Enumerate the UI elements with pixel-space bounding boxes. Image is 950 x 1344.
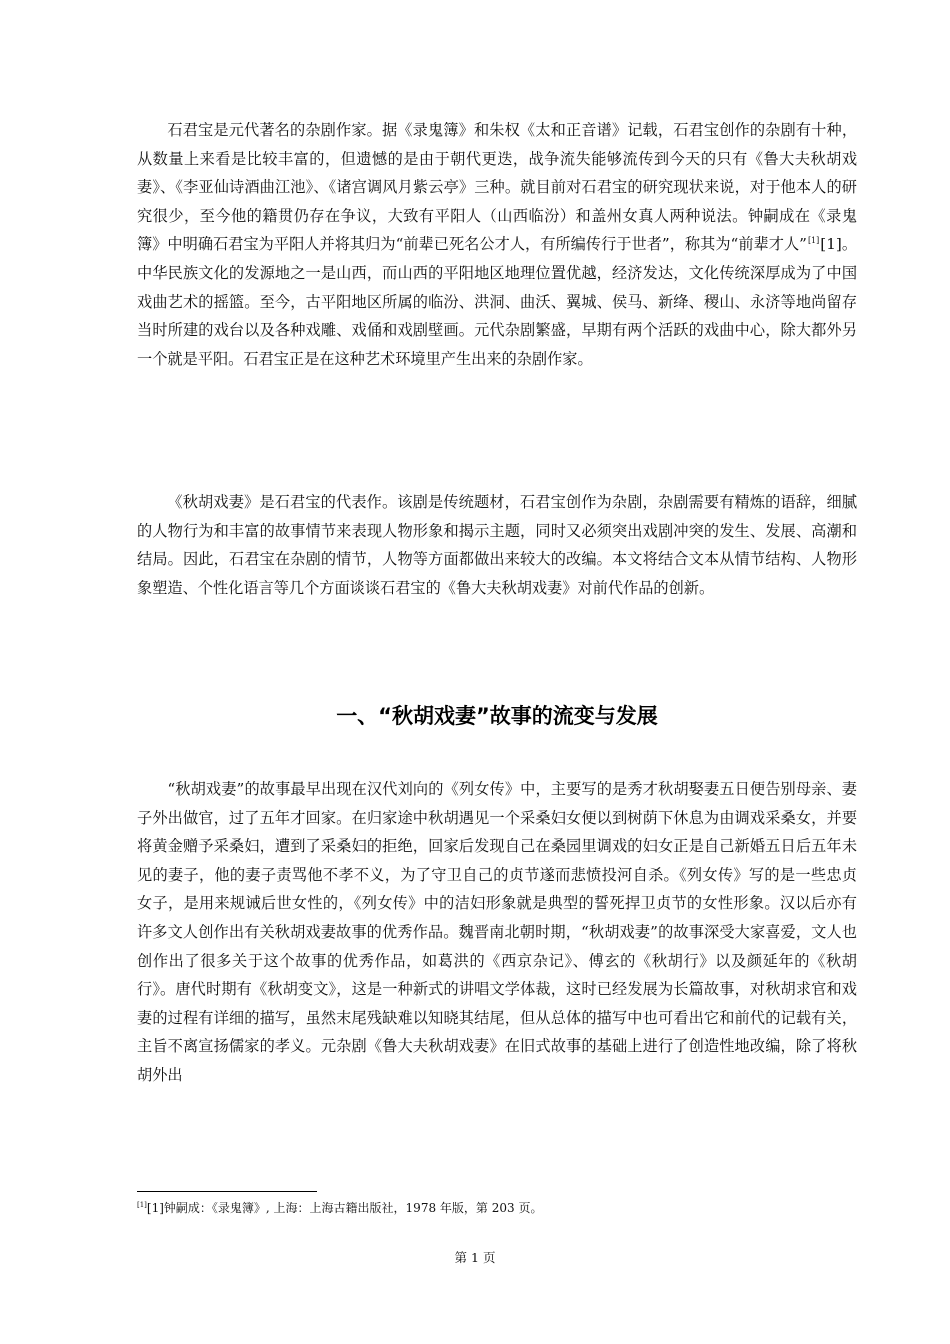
body-paragraph-section-one: “秋胡戏妻”的故事最早出现在汉代刘向的《列女传》中，主要写的是秀才秋胡娶妻五日便告别母亲、妻子外出做官，过了五年才回家。在归家途中秋胡遇见一个采桑妇女便以到树荫下休息为由调戏采桑女，并要将黄金赠予采桑妇，遭到了采桑妇的拒绝，回家后发现自己在桑园里调戏的妇女正是自己新婚五日后五年未见的妻子，他的妻子责骂他不孝不义，为了守卫自己的贞节遂而悲愤投河自杀。《列女传》写的是一些忠贞女子，是用来规诫后世女性的，《列女传》中的洁妇形象就是典型的誓死捍卫贞节的女性形象。汉以后亦有许多文人创作出有关秋胡戏妻故事的优秀作品。魏晋南北朝时期，“秋胡戏妻”的故事深受大家喜爱，文人也创作出了很多关于这个故事的优秀作品，如葛洪的《西京杂记》、傅玄的《秋胡行》以及颜延年的《秋胡行》。唐代时期有《秋胡变文》，这是一种新式的讲唱文学体裁，这时已经发展为长篇故事，对秋胡求官和戏妻的过程有详细的描写，虽然末尾残缺难以知晓其结尾，但从总体的描写中也可看出它和前代的记载有关，主旨不离宣扬儒家的孝义。元杂剧《鲁大夫秋胡戏妻》在旧式故事的基础上进行了创造性地改编，除了将秋胡外出 — [137, 780, 857, 1084]
footnote — [137, 1199, 857, 1217]
footnote-divider — [137, 1191, 317, 1192]
paragraph-text-before-ref: 石君宝是元代著名的杂剧作家。据《录鬼簿》和朱权《太和正音谱》记载，石君宝创作的杂剧有十种，从数量上来看是比较丰富的，但遗憾的是由于朝代更迭，战争流失能够流传到今天的只有《鲁大夫秋胡戏妻》、《李亚仙诗酒曲江池》、《诸宫调风月紫云亭》三种。就目前对石君宝的研究现状来说，对于他本人的研究很少，至今他的籍贯仍存在争议，大致有平阳人（山西临汾）和盖州女真人两种说法。钟嗣成在《录鬼簿》中明确石君宝为平阳人并将其归为“前辈已死名公才人，有所编传行于世者”，称其为“前辈才人” — [137, 121, 857, 254]
section-heading: 一、“秋胡戏妻”故事的流变与发展 — [336, 704, 658, 728]
body-paragraph-intro — [137, 116, 857, 373]
footnote-reference-mark[interactable]: [1] — [807, 236, 820, 246]
paragraph-text-after-ref: [1]。中华民族文化的发源地之一是山西，而山西的平阳地区地理位置优越，经济发达，文化传统深厚成为了中国戏曲艺术的摇篮。至今，古平阳地区所属的临汾、洪洞、曲沃、翼城、侯马、新绛、稷山、永济等地尚留存当时所建的戏台以及各种戏雕、戏俑和戏剧壁画。元代杂剧繁盛，早期有两个活跃的戏曲中心，除大都外另一个就是平阳。石君宝正是在这种艺术环境里产生出来的杂剧作家。 — [137, 235, 858, 368]
body-paragraph-thesis: 《秋胡戏妻》是石君宝的代表作。该剧是传统题材，石君宝创作为杂剧，杂剧需要有精炼的语辞，细腻的人物行为和丰富的故事情节来表现人物形象和揭示主题，同时又必须突出戏剧冲突的发生、发展、高潮和结局。因此，石君宝在杂剧的情节，人物等方面都做出来较大的改编。本文将结合文本从情节结构、人物形象塑造、个性化语言等几个方面谈谈石君宝的《鲁大夫秋胡戏妻》对前代作品的创新。 — [137, 493, 857, 597]
footnote-text: [1]钟嗣成：《录鬼簿》, 上海：上海古籍出版社，1978 年版，第 203 页。 — [146, 1201, 543, 1215]
page-number: 第 1 页 — [454, 1250, 496, 1265]
footnote-mark: [1] — [137, 1201, 147, 1209]
